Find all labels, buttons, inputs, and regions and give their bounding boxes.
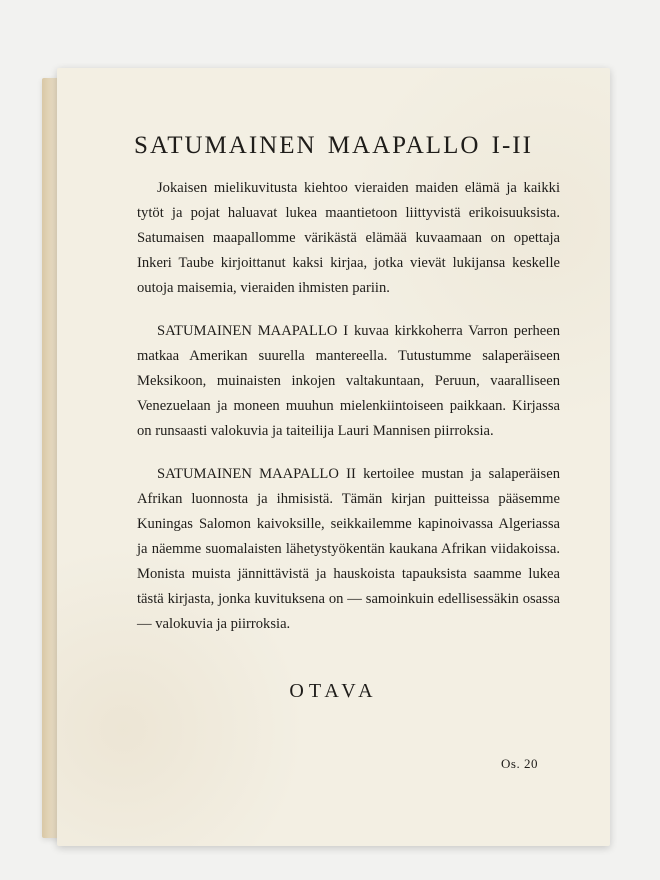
book-back-cover: [57, 68, 610, 846]
blurb-paragraph-2: SATUMAINEN MAAPALLO I kuvaa kirkkoherra Varron perheen matkaa Amerikan suurella mantereella. Tutustumme salaperäiseen Meksikoon, muinaisten inkojen valtakuntaan, Peruun, vaaralliseen Venezuelaan ja moneen muuhun mielenkiintoiseen paikkaan. Kirjassa on runsaasti valokuvia ja taiteilija Lauri Mannisen piirroksia.: [137, 323, 560, 439]
price-label: Os. 20: [501, 756, 538, 771]
blurb-text: [137, 176, 560, 655]
blurb-paragraph-1: Jokaisen mielikuvitusta kiehtoo vieraiden maiden elämä ja kaikki tytöt ja pojat haluavat lukea maantietoon liittyvistä erikoisuuksista. Satumaisen maapallomme värikästä elämää kuvaamaan on opettaja Inkeri Taube kirjoittanut kaksi kirjaa, jotka vievät lukijansa keskelle outoja maisemia, vieraiden ihmisten pariin.: [137, 180, 560, 296]
publisher-name: OTAVA: [289, 680, 378, 702]
cover-title: SATUMAINEN MAAPALLO I-II: [134, 132, 533, 159]
blurb-paragraph-3: SATUMAINEN MAAPALLO II kertoilee mustan ja salaperäisen Afrikan luonnosta ja ihmisistä. Tämän kirjan puitteissa pääsemme Kuningas Salomon kaivoksille, seikkailemme kapinoivassa Algeriassa ja näemme suomalaisten lähetystyökentän kaukana Afrikan viidakoissa. Monista muista jännittävistä ja hauskoista tapauksista saamme lukea tästä kirjasta, jonka kuvituksena on — samoinkuin edellisessäkin osassa — valokuvia ja piirroksia.: [137, 466, 560, 632]
